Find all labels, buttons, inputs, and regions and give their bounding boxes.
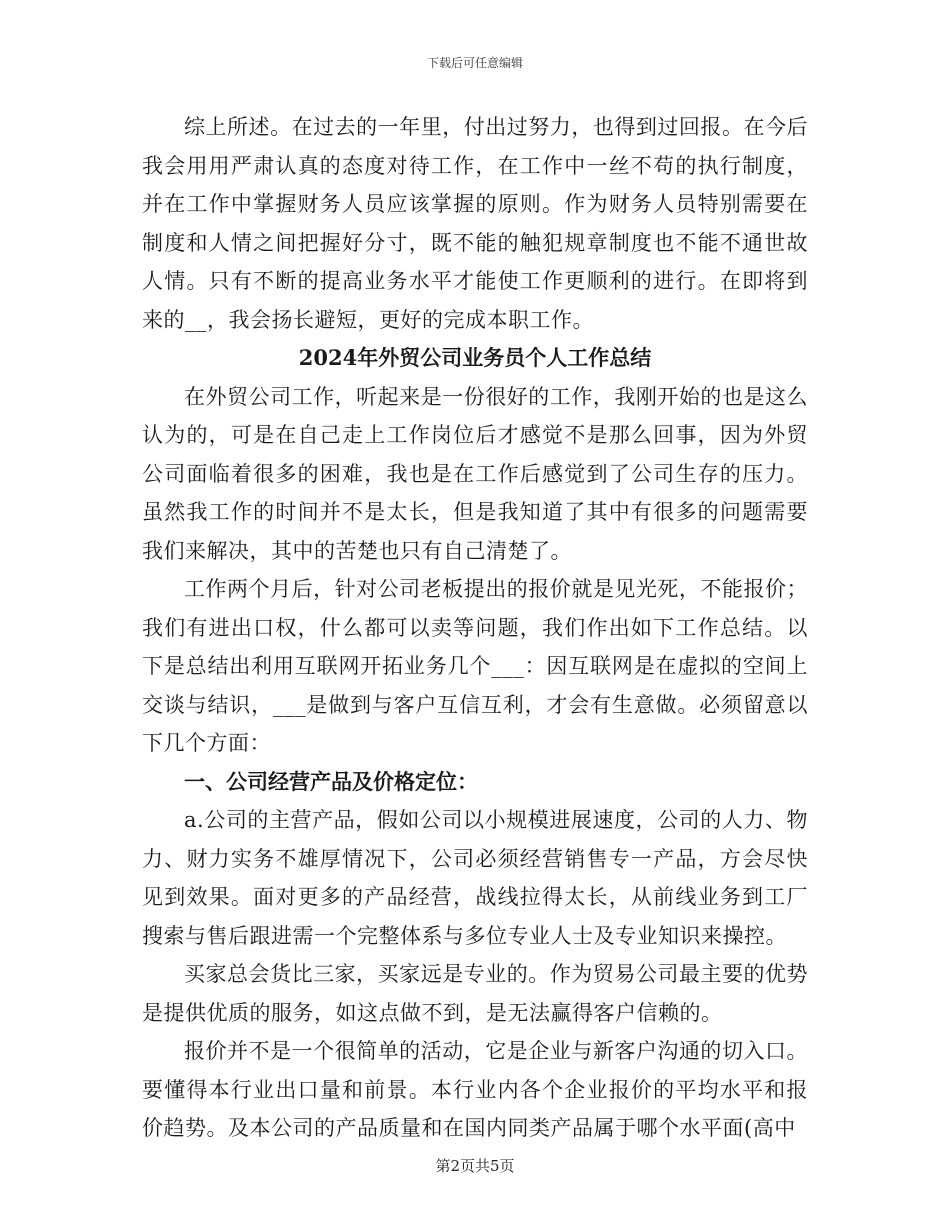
paragraph-main-products: a.公司的主营产品，假如公司以小规模进展速度，公司的人力、物力、财力实务不雄厚情况下，公司必须经营销售专一产品，方会尽快见到效果。面对更多的产品经营，战线拉得太长，从前线业务到工厂搜索与售后跟进需一个完整体系与多位专业人士及专业知识来操控。 <box>142 808 808 948</box>
subheading-product-positioning: 一、公司经营产品及价格定位： <box>184 768 478 794</box>
paragraph-quotation: 报价并不是一个很简单的活动，它是企业与新客户沟通的切入口。要懂得本行业出口量和前景。本行业内各个企业报价的平均水平和报价趋势。及本公司的产品质量和在国内同类产品属于哪个水平面(高中 <box>142 1039 808 1140</box>
document-body <box>142 108 808 1148</box>
page-number: 第2页共5页 <box>435 1157 515 1175</box>
paragraph-summary: 综上所述。在过去的一年里，付出过努力，也得到过回报。在今后我会用用严肃认真的态度对待工作，在工作中一丝不苟的执行制度，并在工作中掌握财务人员应该掌握的原则。作为财务人员特别需要在制度和人情之间把握好分寸，既不能的触犯规章制度也不能不通世故人情。只有不断的提高业务水平才能使工作更顺利的进行。在即将到来的__，我会扬长避短，更好的完成本职工作。 <box>142 115 808 332</box>
paragraph-intro: 在外贸公司工作，听起来是一份很好的工作，我刚开始的也是这么认为的，可是在自己走上工作岗位后才感觉不是那么回事，因为外贸公司面临着很多的困难，我也是在工作后感觉到了公司生存的压力。虽然我工作的时间并不是太长，但是我知道了其中有很多的问题需要我们来解决，其中的苦楚也只有自己清楚了。 <box>142 384 808 563</box>
paragraph-buyers: 买家总会货比三家，买家远是专业的。作为贸易公司最主要的优势是提供优质的服务，如这点做不到，是无法赢得客户信赖的。 <box>142 962 808 1025</box>
section-title: 2024年外贸公司业务员个人工作总结 <box>298 345 652 370</box>
paragraph-work-summary: 工作两个月后，针对公司老板提出的报价就是见光死，不能报价；我们有进出口权，什么都可以卖等问题，我们作出如下工作总结。以下是总结出利用互联网开拓业务几个___：因互联网是在虚拟的空间上交谈与结识，___是做到与客户互信互利，才会有生意做。必须留意以下几个方面： <box>142 577 808 755</box>
header-note: 下载后可任意编辑 <box>426 56 523 70</box>
